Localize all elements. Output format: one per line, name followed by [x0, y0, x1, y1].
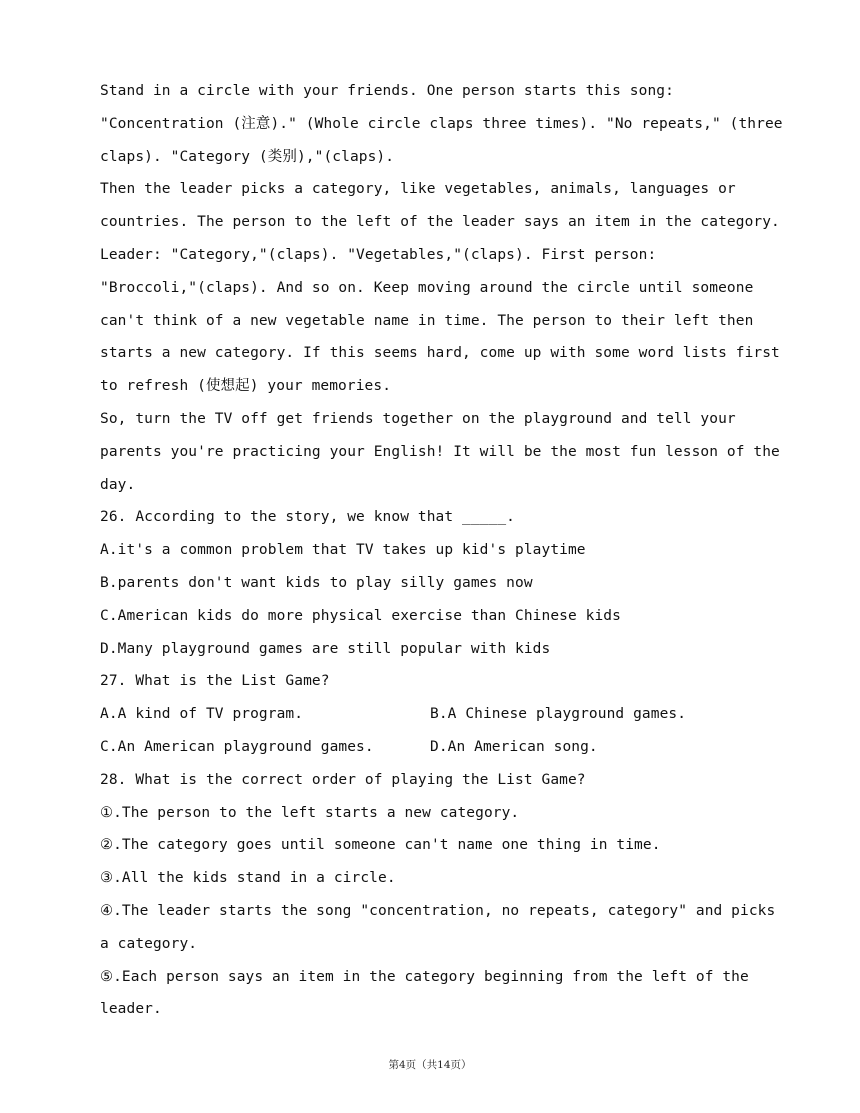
question-26 [100, 501, 760, 665]
step-item: ①.The person to the left starts a new category. [100, 804, 520, 821]
step-item-continuation: leader. [100, 1001, 162, 1018]
question-28 [100, 764, 776, 1026]
question-stem: 26. According to the story, we know that _____. [100, 509, 515, 526]
passage-line: starts a new category. If this seems hard, come up with some word lists first [100, 345, 780, 362]
step-item: ③.All the kids stand in a circle. [100, 870, 396, 887]
answer-option-c: C.American kids do more physical exercise than Chinese kids [100, 607, 621, 624]
options-row [100, 731, 760, 764]
passage-line: to refresh (使想起) your memories. [100, 378, 392, 395]
passage [100, 75, 783, 501]
passage-line: can't think of a new vegetable name in time. The person to their left then [100, 312, 754, 329]
answer-option-c: C.An American playground games. [100, 738, 374, 755]
answer-option-d: D.Many playground games are still popular with kids [100, 640, 551, 657]
question-stem: 28. What is the correct order of playing the List Game? [100, 771, 586, 788]
question-27 [100, 665, 760, 763]
answer-option-a: A.A kind of TV program. [100, 706, 304, 723]
passage-line: countries. The person to the left of the leader says an item in the category. [100, 214, 780, 231]
passage-line: day. [100, 476, 136, 493]
passage-line: parents you're practicing your English! It will be the most fun lesson of the [100, 443, 780, 460]
passage-line: claps). "Category (类别),"(claps). [100, 148, 395, 165]
question-stem: 27. What is the List Game? [100, 673, 330, 690]
passage-line: Stand in a circle with your friends. One person starts this song: [100, 83, 674, 99]
answer-option-a: A.it's a common problem that TV takes up kid's playtime [100, 542, 586, 559]
page-footer: 第4页（共14页） [388, 1059, 472, 1071]
passage-line: Then the leader picks a category, like vegetables, animals, languages or [100, 181, 736, 198]
step-item: ④.The leader starts the song "concentration, no repeats, category" and picks [100, 902, 776, 919]
document-page [100, 75, 783, 1026]
passage-line: Leader: "Category,"(claps). "Vegetables,"(claps). First person: [100, 246, 657, 263]
answer-option-d: D.An American song. [430, 738, 598, 755]
passage-line: "Concentration (注意)." (Whole circle claps three times). "No repeats," (three [100, 115, 783, 132]
options-row [100, 698, 760, 731]
step-item: ②.The category goes until someone can't name one thing in time. [100, 837, 661, 854]
answer-option-b: B.A Chinese playground games. [430, 706, 687, 723]
step-item-continuation: a category. [100, 935, 198, 952]
passage-line: So, turn the TV off get friends together on the playground and tell your [100, 410, 736, 427]
step-item: ⑤.Each person says an item in the category beginning from the left of the [100, 968, 749, 985]
answer-option-b: B.parents don't want kids to play silly games now [100, 574, 533, 591]
passage-line: "Broccoli,"(claps). And so on. Keep moving around the circle until someone [100, 279, 754, 296]
